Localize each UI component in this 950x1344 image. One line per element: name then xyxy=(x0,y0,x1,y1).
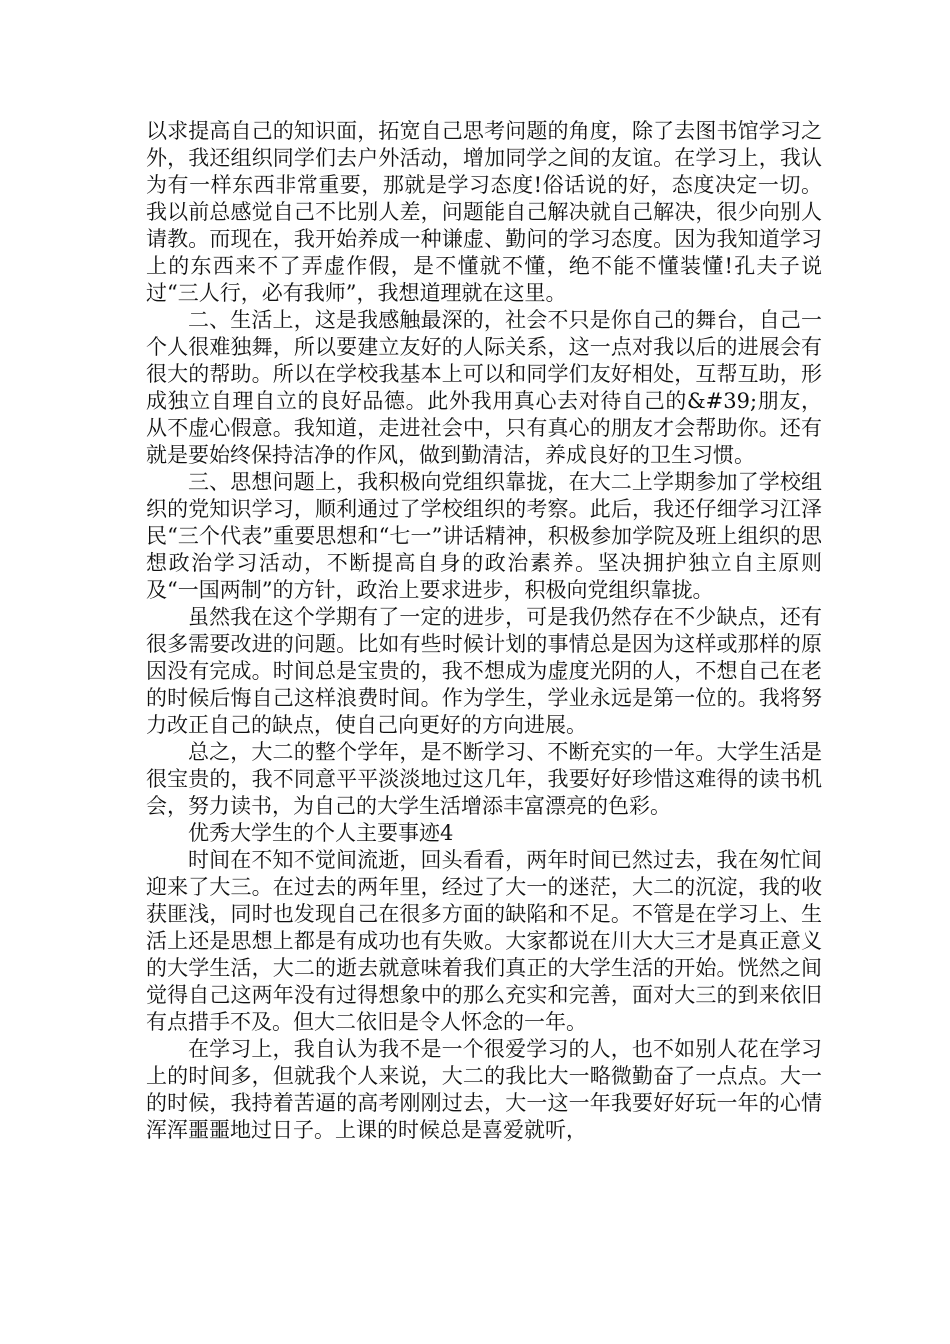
paragraph-time-passing: 时间在不知不觉间流逝，回头看看，两年时间已然过去，我在匆忙间迎来了大三。在过去的两年里，经过了大一的迷茫，大二的沉淀，我的收获匪浅，同时也发现自己在很多方面的缺陷和不足。不管是在学习上、生活上还是思想上都是有成功也有失败。大家都说在川大大三才是真正意义的大学生活，大二的逝去就意味着我们真正的大学生活的开始。恍然之间觉得自己这两年没有过得想象中的那么充实和完善，面对大三的到来依旧有点措手不及。但大二依旧是令人怀念的一年。 xyxy=(146,848,822,1034)
paragraph-life: 二、生活上，这是我感触最深的，社会不只是你自己的舞台，自己一个人很难独舞，所以要建立友好的人际关系，这一点对我以后的进展会有很大的帮助。所以在学校我基本上可以和同学们友好相处，互帮互助，形成独立自理自立的良好品德。此外我用真心去对待自己的&#39;朋友，从不虚心假意。我知道，走进社会中，只有真心的朋友才会帮助你。还有就是要始终保持洁净的作风，做到勤清洁，养成良好的卫生习惯。 xyxy=(146,308,822,467)
section-heading: 优秀大学生的个人主要事迹4 xyxy=(188,821,454,845)
paragraph-shortcomings: 虽然我在这个学期有了一定的进步，可是我仍然存在不少缺点，还有很多需要改进的问题。比如有些时候计划的事情总是因为这样或那样的原因没有完成。时间总是宝贵的，我不想成为虚度光阴的人，不想自己在老的时候后悔自己这样浪费时间。作为学生，学业永远是第一位的。我将努力改正自己的缺点，使自己向更好的方向进展。 xyxy=(146,605,822,737)
document-body xyxy=(146,118,822,1144)
paragraph-study-attitude: 以求提高自己的知识面，拓宽自己思考问题的角度，除了去图书馆学习之外，我还组织同学们去户外活动，增加同学之间的友谊。在学习上，我认为有一样东西非常重要，那就是学习态度!俗话说的好，态度决定一切。我以前总感觉自己不比别人差，问题能自己解决就自己解决，很少向别人请教。而现在，我开始养成一种谦虚、勤问的学习态度。因为我知道学习上的东西来不了弄虚作假，是不懂就不懂，绝不能不懂装懂!孔夫子说过“三人行，必有我师”，我想道理就在这里。 xyxy=(146,119,822,305)
paragraph-ideology: 三、思想问题上，我积极向党组织靠拢，在大二上学期参加了学校组织的党知识学习，顺利通过了学校组织的考察。此后，我还仔细学习江泽民“三个代表”重要思想和“七一”讲话精神，积极参加学院及班上组织的思想政治学习活动，不断提高自身的政治素养。坚决拥护独立自主原则及“一国两制”的方针，政治上要求进步，积极向党组织靠拢。 xyxy=(146,470,822,602)
paragraph-study: 在学习上，我自认为我不是一个很爱学习的人，也不如别人花在学习上的时间多，但就我个人来说，大二的我比大一略微勤奋了一点点。大一的时候，我持着苦逼的高考刚刚过去，大一这一年我要好好玩一年的心情浑浑噩噩地过日子。上课的时候总是喜爱就听， xyxy=(146,1037,822,1142)
paragraph-summary: 总之，大二的整个学年，是不断学习、不断充实的一年。大学生活是很宝贵的，我不同意平平淡淡地过这几年，我要好好珍惜这难得的读书机会，努力读书，为自己的大学生活增添丰富漂亮的色彩。 xyxy=(146,740,822,818)
